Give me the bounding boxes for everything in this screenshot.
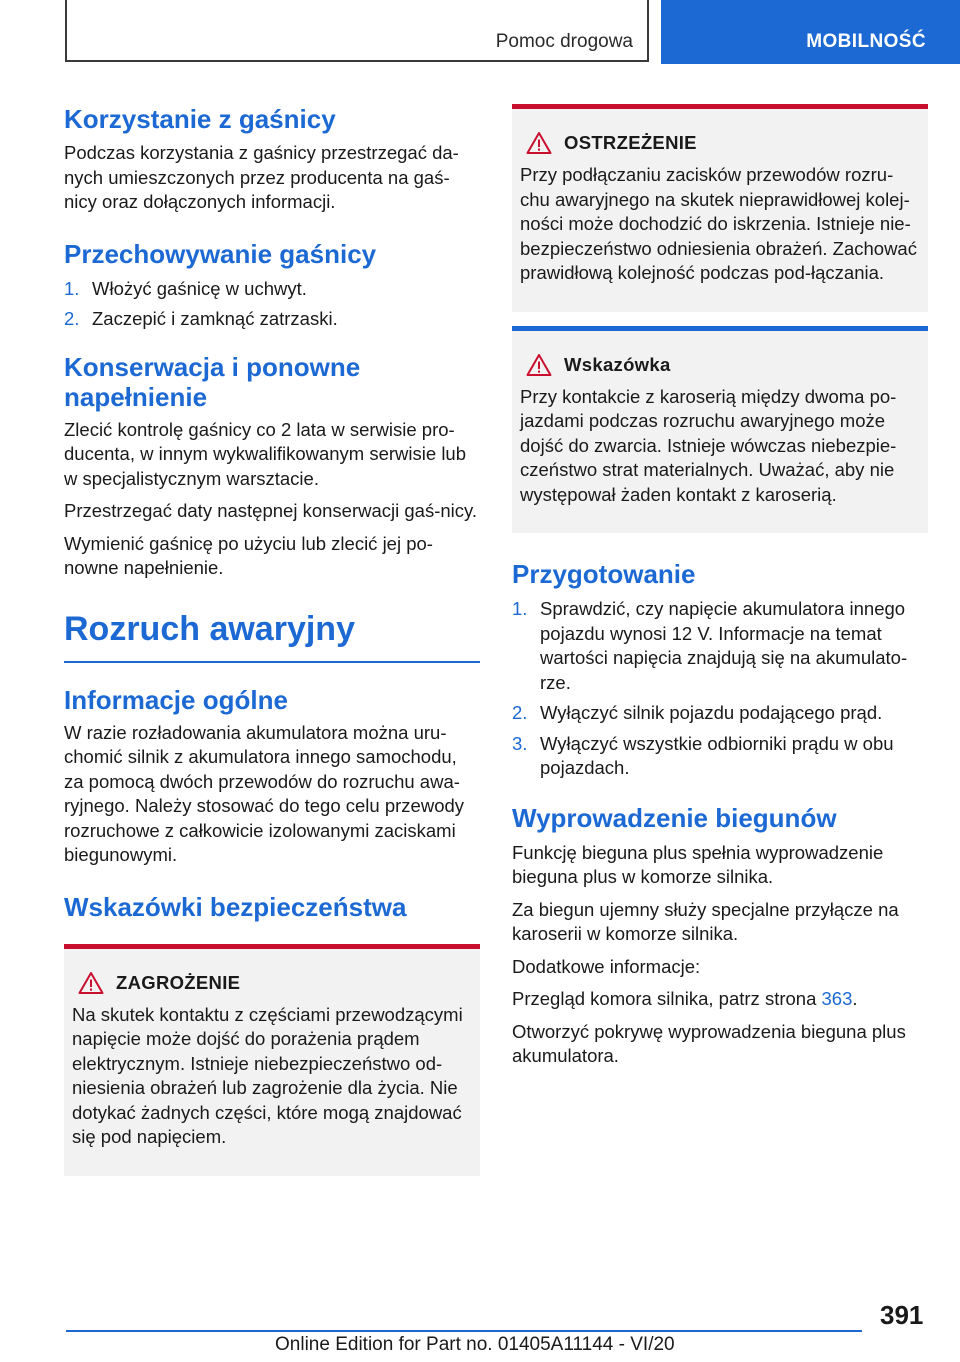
danger-box-header [78, 971, 472, 995]
paragraph: Zlecić kontrolę gaśnicy co 2 lata w serwisie pro-ducenta, w innym wykwalifikowanym serwisie lub w specjalistycznym warsztacie. [64, 418, 467, 489]
section-title-terminals: Wyprowadzenie biegunów [512, 802, 837, 833]
step-text: Sprawdzić, czy napięcie akumulatora innego pojazdu wynosi 12 V. Informacje na temat wartości napięcia znajdują się na akumulato-rze. [540, 598, 908, 693]
list-item [64, 277, 480, 302]
header-chapter-label: MOBILNOŚĆ [806, 31, 926, 52]
header-section-box [65, 0, 649, 62]
warning-box-header [526, 131, 920, 155]
paragraph: Wymienić gaśnicę po użyciu lub zlecić jej po-nowne napełnienie. [64, 532, 433, 578]
step-text: Wyłączyć silnik pojazdu podającego prąd. [540, 702, 883, 723]
header-chapter-tab [661, 0, 960, 64]
reference-end: . [852, 988, 858, 1009]
paragraph: Otworzyć pokrywę wyprowadzenia bieguna plus akumulatora. [512, 1020, 906, 1066]
note-box-text: Przy kontakcie z karoserią między dwoma po-jazdami podczas rozruchu awaryjnego może dojść do zwarcia. Istnieje wówczas niebezpie-czeństwo strat materialnych. Uważać, aby nie występował żaden kontakt z karoserią. [520, 385, 897, 505]
step-text: Włożyć gaśnicę w uchwyt. [92, 277, 307, 299]
warning-box-title: OSTRZEŻENIE [564, 132, 697, 153]
storage-steps-list [64, 277, 480, 332]
step-number: 3. [512, 732, 528, 754]
list-item [512, 597, 928, 695]
paragraph: Dodatkowe informacje: [512, 955, 701, 977]
paragraph: W razie rozładowania akumulatora można uru-chomić silnik z akumulatora innego samochodu, za pomocą dwóch przewodów do rozruchu awa-ryjnego. Należy stosować do tego celu przewody rozruchowe z całkowicie izolowanymi zaciskami biegunowymi. [64, 721, 465, 865]
section-title-extinguisher-storage: Przechowywanie gaśnicy [64, 238, 377, 269]
page-number: 391 [880, 1300, 924, 1330]
paragraph: Za biegun ujemny służy specjalne przyłącze na karoserii w komorze silnika. [512, 898, 899, 944]
warning-triangle-icon [78, 971, 104, 995]
paragraph: Przestrzegać daty następnej konserwacji gaś-nicy. [64, 500, 478, 521]
preparation-steps-list [512, 597, 928, 781]
header-section-label: Pomoc drogowa [495, 31, 633, 52]
danger-box-title: ZAGROŻENIE [116, 971, 241, 993]
list-item [512, 701, 928, 726]
right-column [512, 104, 928, 1069]
page-reference-link[interactable]: 363 [821, 988, 853, 1009]
step-number: 2. [64, 308, 80, 329]
footer-divider [66, 1330, 862, 1332]
step-number: 1. [64, 277, 80, 299]
step-text: Wyłączyć wszystkie odbiorniki prądu w obu pojazdach. [540, 732, 894, 778]
paragraph: Podczas korzystania z gaśnicy przestrzegać da-nych umieszczonych przez producenta na gaś-nicy oraz dołączonych informacji. [64, 142, 459, 212]
danger-box [64, 944, 480, 1176]
warning-triangle-icon [526, 353, 552, 377]
reference-text: Przegląd komora silnika, patrz strona [512, 988, 822, 1009]
list-item [512, 732, 928, 781]
section-title-safety-notes: Wskazówki bezpieczeństwa [64, 891, 407, 922]
list-item [64, 307, 480, 332]
note-box-title: Wskazówka [564, 353, 671, 375]
step-text: Zaczepić i zamknąć zatrzaski. [92, 308, 338, 329]
paragraph-with-page-reference [512, 987, 928, 1012]
warning-box [512, 104, 928, 312]
warning-triangle-icon [526, 131, 552, 155]
paragraph: Funkcję bieguna plus spełnia wyprowadzenie bieguna plus w komorze silnika. [512, 841, 884, 887]
section-title-preparation: Przygotowanie [512, 559, 696, 589]
footer-edition: Online Edition for Part no. 01405A11144 - VI/20 [275, 1334, 675, 1355]
danger-box-text: Na skutek kontaktu z częściami przewodzącymi napięcie może dojść do porażenia prądem elektrycznym. Istnieje niebezpieczeństwo od-niesienia obrażeń lub zagrożenie dla życia. Nie dotykać żadnych części, które mogą znajdować się pod napięciem. [72, 1003, 463, 1147]
note-box [512, 326, 928, 534]
step-number: 1. [512, 598, 528, 619]
step-number: 2. [512, 702, 528, 723]
warning-box-text: Przy podłączaniu zacisków przewodów rozru-chu awaryjnego na skutek nieprawidłowej kolej-ności może dochodzić do iskrzenia. Istnieje nie-bezpieczeństwo odniesienia obrażeń. Zachować prawidłową kolejność podczas pod-łączania. [520, 164, 917, 283]
section-title-extinguisher-use: Korzystanie z gaśnicy [64, 104, 336, 134]
chapter-title-jump-start: Rozruch awaryjny [64, 609, 480, 663]
note-box-header [526, 353, 920, 377]
section-title-maintenance: Konserwacja i ponowne napełnienie [64, 351, 361, 412]
section-title-general-info: Informacje ogólne [64, 684, 288, 715]
left-column [64, 104, 480, 1176]
